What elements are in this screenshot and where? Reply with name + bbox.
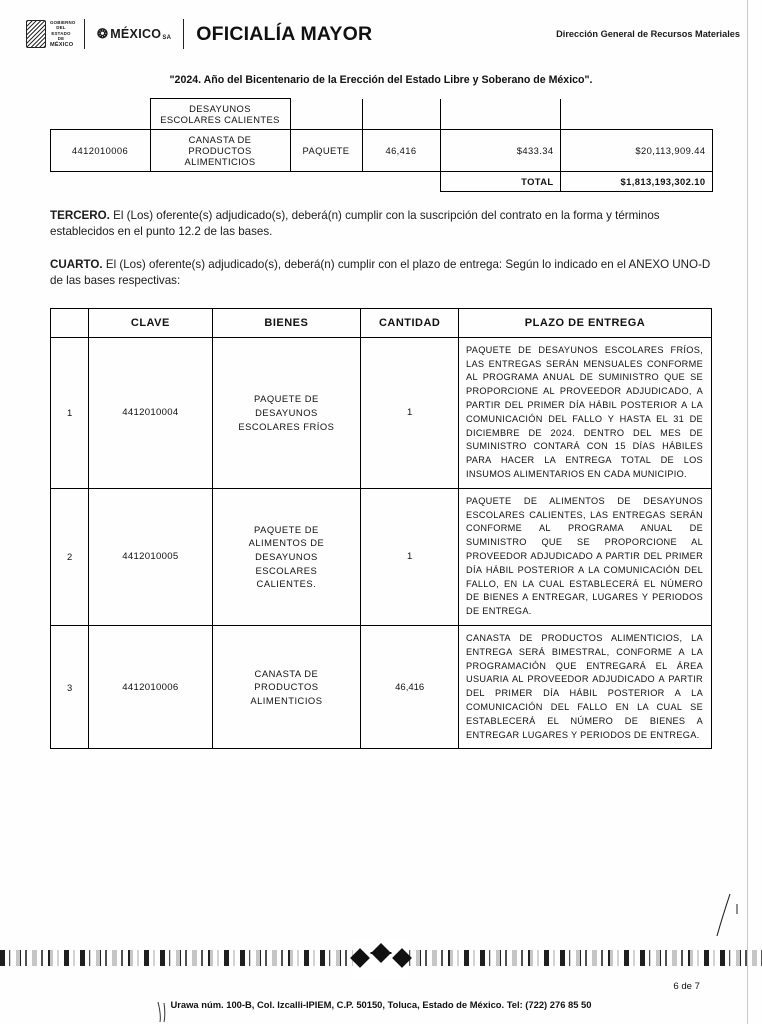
- cell-plazo: CANASTA DE PRODUCTOS ALIMENTICIOS, LA ENTREGA SERÁ BIMESTRAL, CONFORME A LA PROGRAMACIÓN QUE ENTREGARÁ EL ÁREA USUARIA AL PROVEEDOR ADJUDICADO A PARTIR DEL PRIMER DÍA HÁBIL POSTERIOR A LA COMUNICACIÓN DEL FALLO EN LA CUAL SE ESTABLECERÁ EL NÚMERO DE BIENES A ENTREGAR LUGARES Y PERIODOS DE ENTREGA.: [459, 625, 712, 748]
- state-seal: [26, 15, 76, 53]
- mexico-logo: [97, 26, 171, 42]
- ornament-left-diamond-icon: [350, 948, 370, 968]
- cell-clave: 4412010005: [89, 488, 212, 625]
- handwritten-mark-bottom: [152, 1000, 182, 1024]
- col-header-plazo: PLAZO DE ENTREGA: [459, 308, 712, 337]
- cell-clave: 4412010006: [50, 130, 150, 172]
- cell-bienes: PAQUETE DE ALIMENTOS DE DESAYUNOS ESCOLARES CALIENTES.: [212, 488, 361, 625]
- cell-cantidad: 1: [361, 337, 459, 488]
- seal-line-1: GOBIERNO DEL: [50, 19, 76, 30]
- ornament-center: [353, 938, 409, 978]
- cell-clave-empty: [50, 99, 150, 130]
- paragraph-cuarto-lead: CUARTO.: [50, 257, 103, 271]
- paragraph-cuarto-text: El (Los) oferente(s) adjudicado(s), deberá(n) cumplir con el plazo de entrega: Según lo indicado en el ANEXO UNO-D de las bases respectivas:: [50, 257, 711, 288]
- award-amount-table: [50, 98, 713, 192]
- footer-address: Urawa núm. 100-B, Col. Izcalli-IPIEM, C.P. 50150, Toluca, Estado de México. Tel: (722) 276 85 50: [170, 999, 592, 1010]
- document-header: [0, 0, 762, 58]
- cell-bienes: CANASTA DE PRODUCTOS ALIMENTICIOS: [150, 130, 290, 172]
- cell-unidad: PAQUETE: [290, 130, 362, 172]
- col-header-clave: CLAVE: [89, 308, 212, 337]
- cell-cantidad: 1: [361, 488, 459, 625]
- paragraph-cuarto: [50, 257, 712, 290]
- cell-bienes: CANASTA DE PRODUCTOS ALIMENTICIOS: [212, 625, 361, 748]
- cell-cantidad-empty: [362, 99, 440, 130]
- cell-index: 3: [51, 625, 89, 748]
- mexico-logo-text: MÉXICO: [110, 27, 162, 41]
- table-total-row: [50, 172, 712, 192]
- seal-text: [50, 19, 76, 49]
- page-title: OFICIALÍA MAYOR: [196, 22, 373, 45]
- cell-index: 1: [51, 337, 89, 488]
- col-header-bienes: BIENES: [212, 308, 361, 337]
- table-row: [51, 337, 712, 488]
- cell-clave: 4412010006: [89, 625, 212, 748]
- bienes-line-1: DESAYUNOS: [189, 103, 251, 114]
- cell-importe: $20,113,909.44: [560, 130, 712, 172]
- table-row: [51, 625, 712, 748]
- header-divider-1: [84, 19, 85, 49]
- seal-line-2: ESTADO DE: [51, 30, 71, 41]
- delivery-schedule-table: [50, 308, 712, 750]
- total-label: TOTAL: [440, 172, 560, 192]
- table-row: [50, 130, 712, 172]
- ornament-right-diamond-icon: [392, 948, 412, 968]
- cell-unidad-empty: [290, 99, 362, 130]
- col-header-cantidad: CANTIDAD: [361, 308, 459, 337]
- header-divider-2: [183, 19, 184, 49]
- cell-bienes-header: [150, 99, 290, 130]
- total-value: $1,813,193,302.10: [560, 172, 712, 192]
- col-header-index: [51, 308, 89, 337]
- cell-cantidad: 46,416: [362, 130, 440, 172]
- paragraph-tercero-lead: TERCERO.: [50, 209, 110, 222]
- bienes-line-2: ESCOLARES CALIENTES: [160, 114, 280, 125]
- paragraph-tercero-text: El (Los) oferente(s) adjudicado(s), deberá(n) cumplir con la suscripción del contrato en la forma y términos establecidos en el punto 12.2 de las bases.: [50, 209, 660, 239]
- cell-importe-empty: [560, 99, 712, 130]
- cell-plazo: PAQUETE DE DESAYUNOS ESCOLARES FRÍOS, LAS ENTREGAS SERÁN MENSUALES CONFORME AL PROGRAMA ANUAL DE SUMINISTRO QUE SE PROPORCIONE AL PROVEEDOR ADJUDICADO, A PARTIR DEL PRIMER DÍA HÁBIL POSTERIOR A LA COMUNICACIÓN DEL FALLO Y HASTA EL 31 DE DICIEMBRE DE 2024. DENTRO DEL MES DE SUMINISTRO CONTARÁ CON 15 DÍAS HÁBILES PARA HACER LA ENTREGA TOTAL DE LOS INSUMOS ALIMENTARIOS EN CADA MUNICIPIO.: [459, 337, 712, 488]
- footer-ornament: [0, 936, 762, 980]
- table-row: [50, 99, 712, 130]
- cell-precio: $433.34: [440, 130, 560, 172]
- table-row: [51, 488, 712, 625]
- cell-bienes: PAQUETE DE DESAYUNOS ESCOLARES FRÍOS: [212, 337, 361, 488]
- eagle-icon: ❂: [97, 26, 109, 41]
- cell-plazo: PAQUETE DE ALIMENTOS DE DESAYUNOS ESCOLARES CALIENTES, LAS ENTREGAS SERÁN CONFORME AL PROGRAMA ANUAL DE SUMINISTRO QUE SE PROPORCIONE AL PROVEEDOR ADJUDICADO A PARTIR DEL PRIMER DÍA HÁBIL POSTERIOR A LA COMUNICACIÓN DEL FALLO, EN LA CUAL ESTABLECERÁ EL NÚMERO DE BIENES A ENTREGAR, LUGARES Y PERIODOS DE ENTREGA.: [459, 488, 712, 625]
- coat-of-arms-icon: [26, 20, 46, 48]
- cell-cantidad: 46,416: [361, 625, 459, 748]
- department-name: Dirección General de Recursos Materiales: [556, 29, 740, 39]
- seal-line-3: MÉXICO: [50, 41, 74, 48]
- handwritten-mark: [710, 892, 740, 938]
- cell-precio-empty: [440, 99, 560, 130]
- page-number: 6 de 7: [673, 981, 700, 992]
- ornament-diamond-icon: [370, 952, 392, 974]
- year-slogan: "2024. Año del Bicentenario de la Erección del Estado Libre y Soberano de México".: [169, 74, 593, 86]
- cell-index: 2: [51, 488, 89, 625]
- paragraph-tercero: [50, 208, 712, 241]
- mexico-logo-sub: SA: [162, 35, 172, 41]
- cell-clave: 4412010004: [89, 337, 212, 488]
- table-header-row: [51, 308, 712, 337]
- scan-edge-line: [747, 0, 748, 1024]
